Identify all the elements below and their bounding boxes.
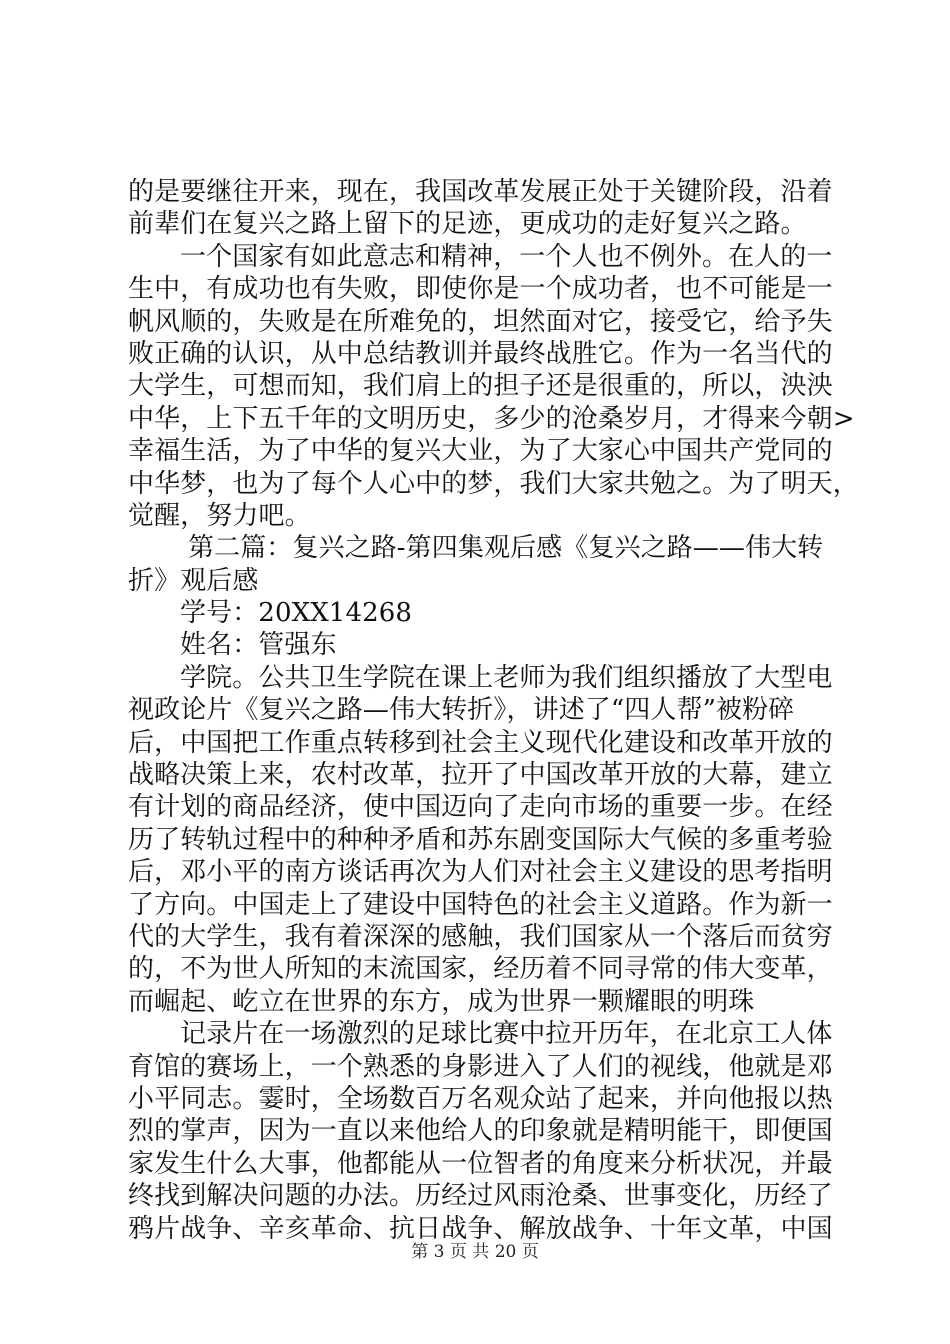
text-line: 学号：20XX14268 — [180, 598, 413, 629]
text-line: 后，邓小平的南方谈话再次为人们对社会主义建设的思考指明 — [128, 857, 833, 888]
text-line: 小平同志。霎时，全场数百万名观众站了起来，并向他报以热 — [128, 1083, 833, 1114]
text-line: 终找到解决问题的办法。历经过风雨沧桑、世事变化，历经了 — [128, 1181, 833, 1212]
text-line: 第二篇：复兴之路-第四集观后感《复兴之路——伟大转 — [188, 533, 824, 564]
text-line: 视政论片《复兴之路—伟大转折》，讲述了“四人帮”被粉碎 — [128, 695, 795, 726]
text-line: 生中，有成功也有失败，即使你是一个成功者，也不可能是一 — [128, 274, 833, 305]
text-line: 前辈们在复兴之路上留下的足迹，更成功的走好复兴之路。 — [128, 209, 807, 240]
text-line: 学院。公共卫生学院在课上老师为我们组织播放了大型电 — [180, 662, 833, 693]
text-line: 姓名：管强东 — [180, 630, 337, 661]
text-line: 代的大学生，我有着深深的感触，我们国家从一个落后而贫穷 — [128, 921, 833, 952]
text-line: 的是要继往开来，现在，我国改革发展正处于关键阶段，沿着 — [128, 177, 833, 207]
text-line: 历了转轨过程中的种种矛盾和苏东剧变国际大气候的多重考验 — [128, 824, 833, 855]
text-line: 中华梦，也为了每个人心中的梦，我们大家共勉之。为了明天， — [128, 468, 859, 499]
text-line: 的，不为世人所知的末流国家，经历着不同寻常的伟大变革， — [128, 954, 833, 985]
text-line: 鸦片战争、辛亥革命、抗日战争、解放战争、十年文革，中国 — [128, 1213, 833, 1244]
text-line: 了方向。中国走上了建设中国特色的社会主义道路。作为新一 — [128, 889, 833, 920]
text-line: 中华，上下五千年的文明历史，多少的沧桑岁月，才得来今朝> — [128, 403, 855, 434]
text-line: 有计划的商品经济，使中国迈向了走向市场的重要一步。在经 — [128, 792, 833, 823]
page-number-footer: 第 3 页 共 20 页 — [411, 1242, 539, 1262]
text-line: 大学生，可想而知，我们肩上的担子还是很重的，所以，泱泱 — [128, 371, 833, 402]
text-line: 记录片在一场激烈的足球比赛中拉开历年，在北京工人体 — [180, 1019, 833, 1050]
text-line: 家发生什么大事，他都能从一位智者的角度来分析状况，并最 — [128, 1148, 833, 1179]
text-line: 战略决策上来，农村改革，拉开了中国改革开放的大幕，建立 — [128, 760, 833, 791]
text-line: 败正确的认识，从中总结教训并最终战胜它。作为一名当代的 — [128, 338, 833, 369]
text-line: 烈的掌声，因为一直以来他给人的印象就是精明能干，即便国 — [128, 1116, 833, 1147]
text-line: 后，中国把工作重点转移到社会主义现代化建设和改革开放的 — [128, 727, 833, 758]
text-line: 育馆的赛场上，一个熟悉的身影进入了人们的视线，他就是邓 — [128, 1051, 833, 1082]
text-line: 觉醒，努力吧。 — [128, 500, 311, 531]
text-line: 折》观后感 — [128, 565, 259, 596]
text-line: 幸福生活，为了中华的复兴大业，为了大家心中国共产党同的 — [128, 436, 833, 467]
document-body — [128, 176, 859, 1245]
text-line: 一个国家有如此意志和精神，一个人也不例外。在人的一 — [180, 241, 833, 272]
text-line: 帆风顺的，失败是在所难免的，坦然面对它，接受它，给予失 — [128, 306, 833, 337]
text-line: 而崛起、屹立在世界的东方，成为世界一颗耀眼的明珠 — [128, 986, 755, 1017]
